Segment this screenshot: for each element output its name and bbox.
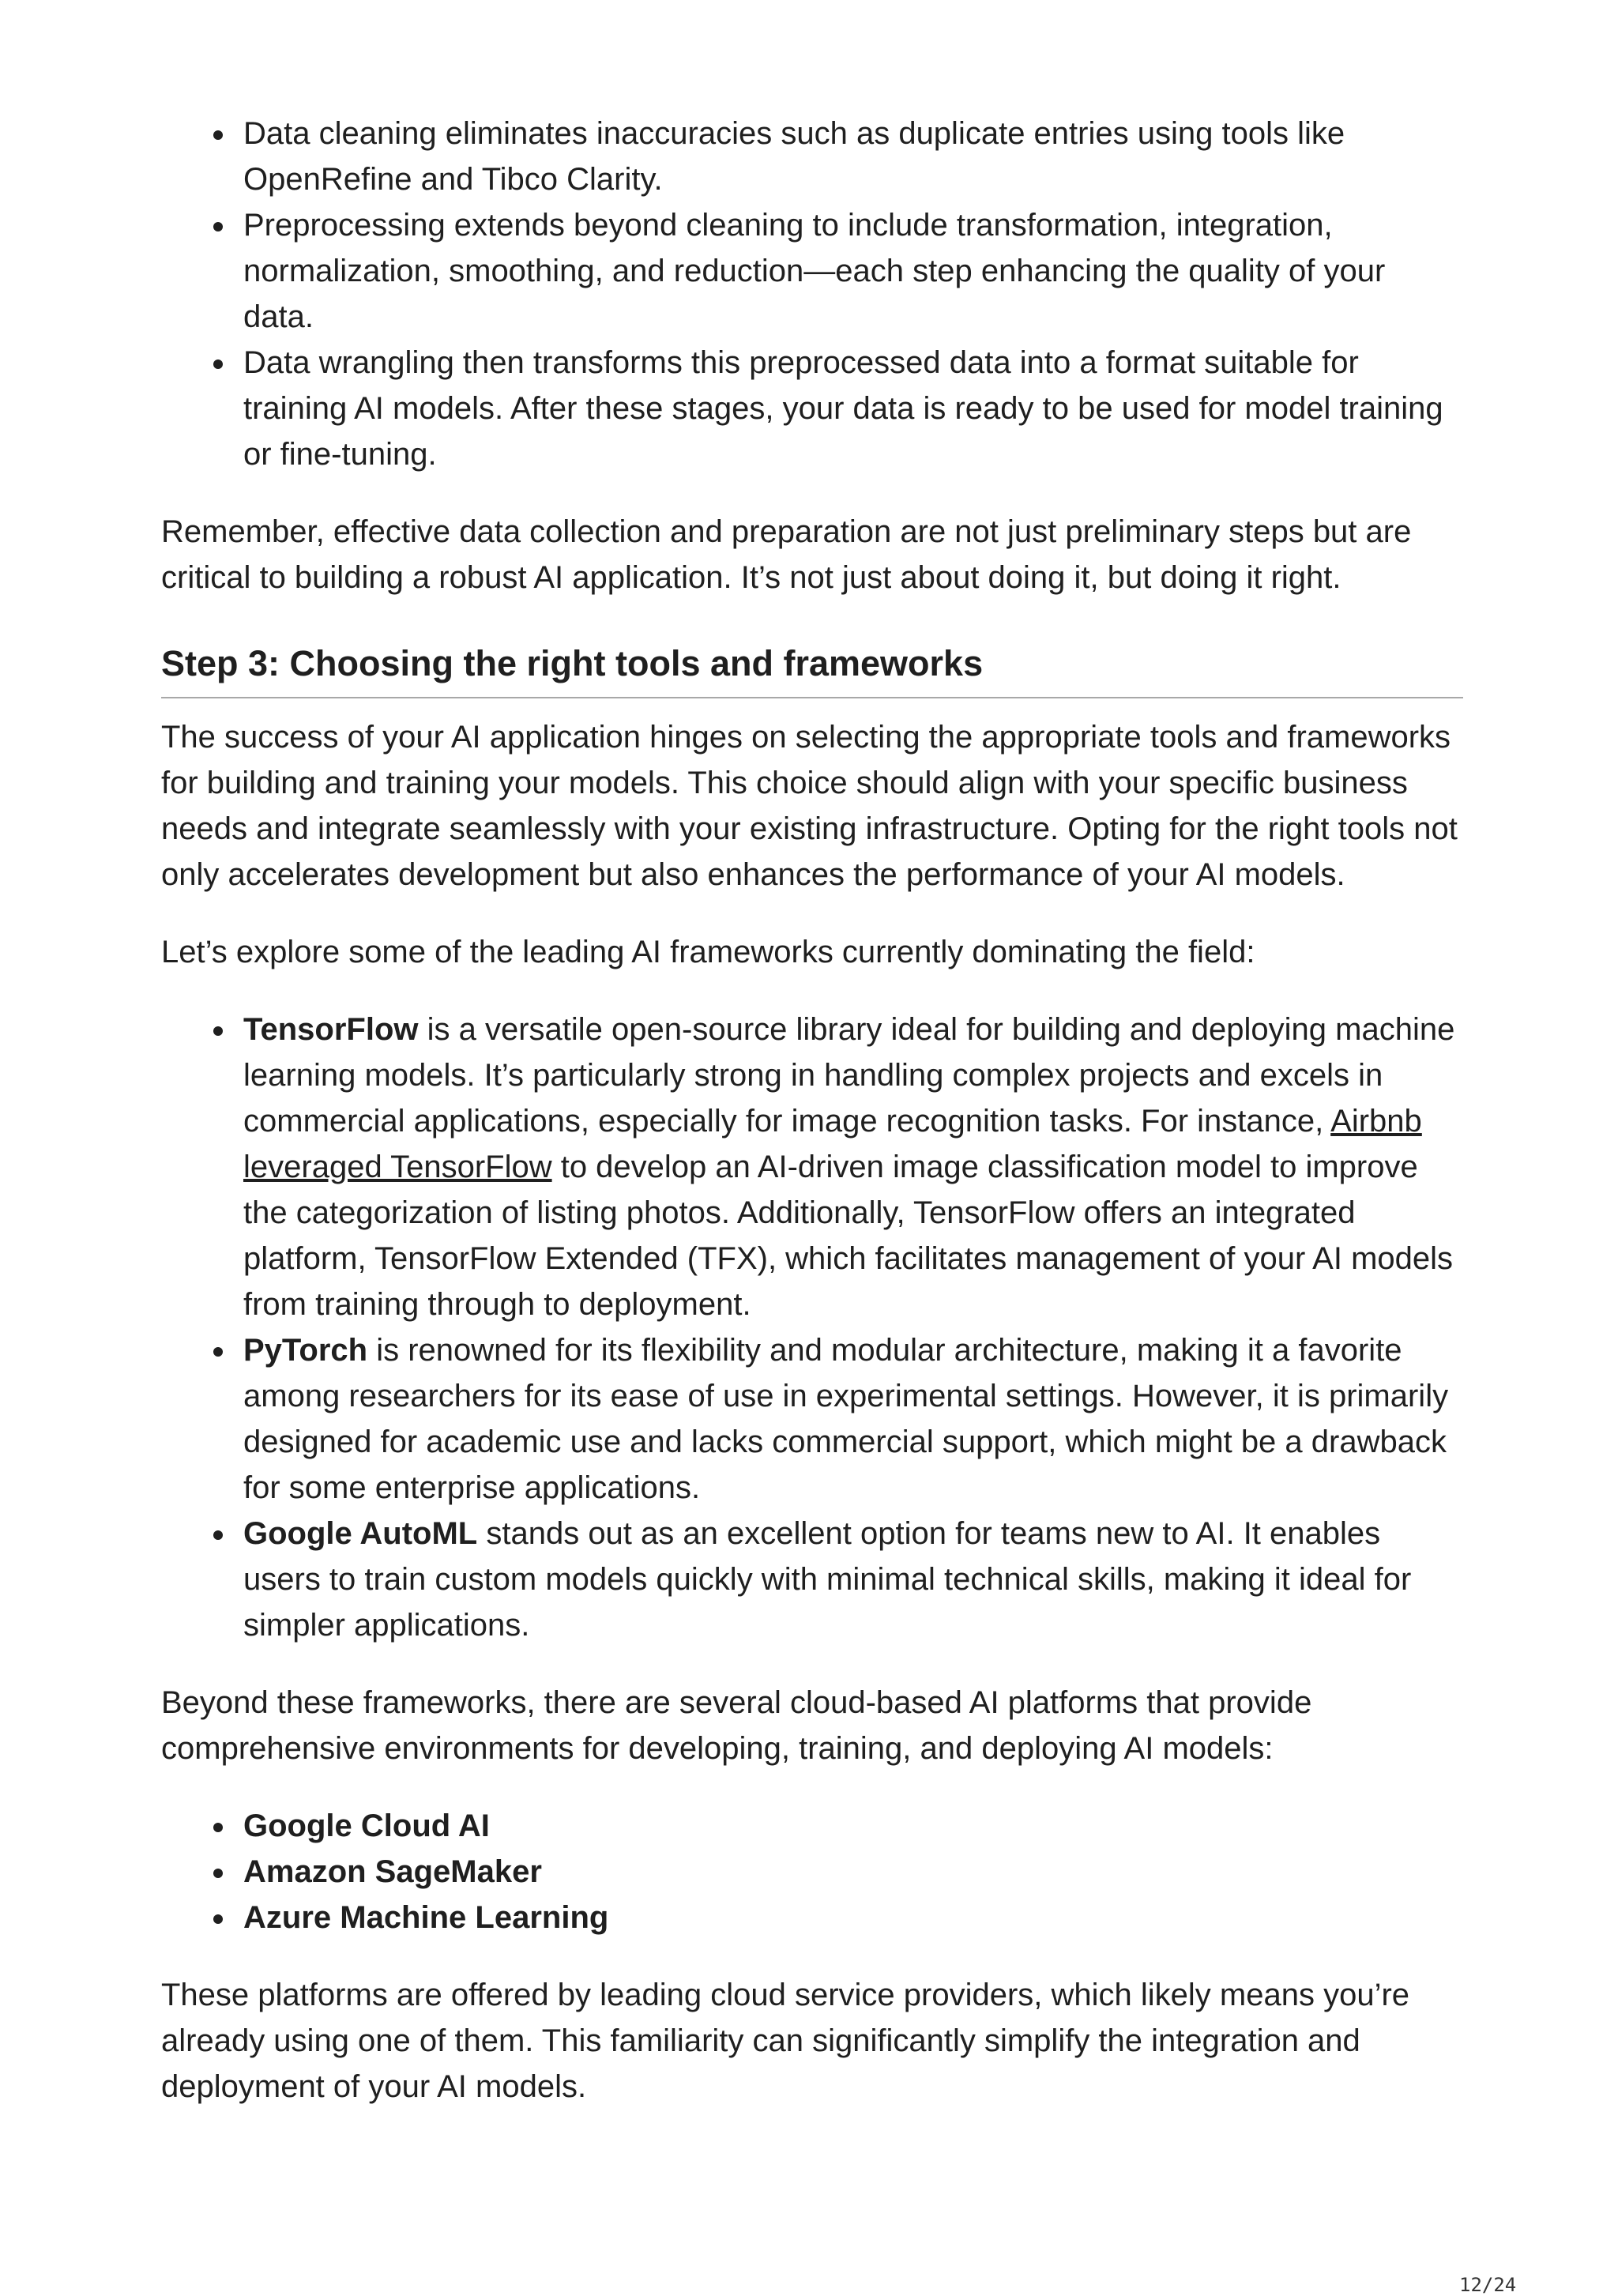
framework-description: is renowned for its flexibility and modular architecture, making it a favorite among researchers for its ease of use in experimental settings. However, it is primarily designed for academic use and lacks commercial support, which might be a drawback for some enterprise applications. bbox=[243, 1333, 1449, 1505]
remember-paragraph: Remember, effective data collection and preparation are not just preliminary steps but are critical to building a robust AI application. It’s not just about doing it, but doing it right. bbox=[161, 514, 1412, 595]
framework-description: to develop an AI-driven image classification model to improve the categorization of listing photos. Additionally, TensorFlow offers an integrated platform, TensorFlow Extended (TFX), which facilitates management of your AI models from training through to deployment. bbox=[243, 1150, 1454, 1322]
frameworks-list bbox=[161, 1007, 1463, 1648]
list-item bbox=[243, 1895, 1463, 1940]
platform-name: Azure Machine Learning bbox=[243, 1900, 609, 1935]
framework-item-pytorch bbox=[243, 1327, 1463, 1511]
framework-description: is a versatile open-source library ideal for building and deploying machine learning models. It’s particularly strong in handling complex projects and excels in commercial applications, especially for image recognition tasks. For instance, bbox=[243, 1012, 1455, 1139]
list-item bbox=[243, 1849, 1463, 1895]
framework-name: TensorFlow bbox=[243, 1012, 419, 1047]
step3-intro-paragraph: The success of your AI application hinges on selecting the appropriate tools and frameworks for building and training your models. This choice should align with your specific business needs and integrate seamlessly with your existing infrastructure. Opting for the right tools not only accelerates development but also enhances the performance of your AI models. bbox=[161, 720, 1458, 892]
cloud-platforms-list bbox=[161, 1803, 1463, 1940]
framework-item-automl bbox=[243, 1511, 1463, 1648]
data-prep-list bbox=[161, 111, 1463, 477]
article-body bbox=[161, 111, 1463, 2110]
explore-intro-paragraph: Let’s explore some of the leading AI frameworks currently dominating the field: bbox=[161, 935, 1255, 969]
framework-name: Google AutoML bbox=[243, 1516, 478, 1551]
closing-paragraph: These platforms are offered by leading cloud service providers, which likely means you’re already using one of them. This familiarity can significantly simplify the integration and deployment of your AI models. bbox=[161, 1978, 1410, 2104]
airbnb-tensorflow-link[interactable]: Airbnb leveraged TensorFlow bbox=[243, 1104, 1422, 1184]
framework-description: stands out as an excellent option for teams new to AI. It enables users to train custom models quickly with minimal technical skills, making it ideal for simpler applications. bbox=[243, 1516, 1412, 1643]
cloud-intro-paragraph: Beyond these frameworks, there are several cloud-based AI platforms that provide comprehensive environments for developing, training, and deploying AI models: bbox=[161, 1685, 1312, 1766]
framework-item-tensorflow bbox=[243, 1007, 1463, 1327]
list-item: Data cleaning eliminates inaccuracies such as duplicate entries using tools like OpenRefine and Tibco Clarity. bbox=[243, 111, 1463, 202]
step3-heading: Step 3: Choosing the right tools and frameworks bbox=[161, 640, 1463, 698]
page-number: 12/24 bbox=[1459, 2274, 1517, 2296]
list-item bbox=[243, 1803, 1463, 1849]
platform-name: Amazon SageMaker bbox=[243, 1854, 542, 1889]
list-item: Data wrangling then transforms this preprocessed data into a format suitable for training AI models. After these stages, your data is ready to be used for model training or fine-tuning. bbox=[243, 340, 1463, 477]
list-item: Preprocessing extends beyond cleaning to include transformation, integration, normalization, smoothing, and reduction—each step enhancing the quality of your data. bbox=[243, 202, 1463, 340]
framework-name: PyTorch bbox=[243, 1333, 368, 1368]
platform-name: Google Cloud AI bbox=[243, 1809, 490, 1843]
